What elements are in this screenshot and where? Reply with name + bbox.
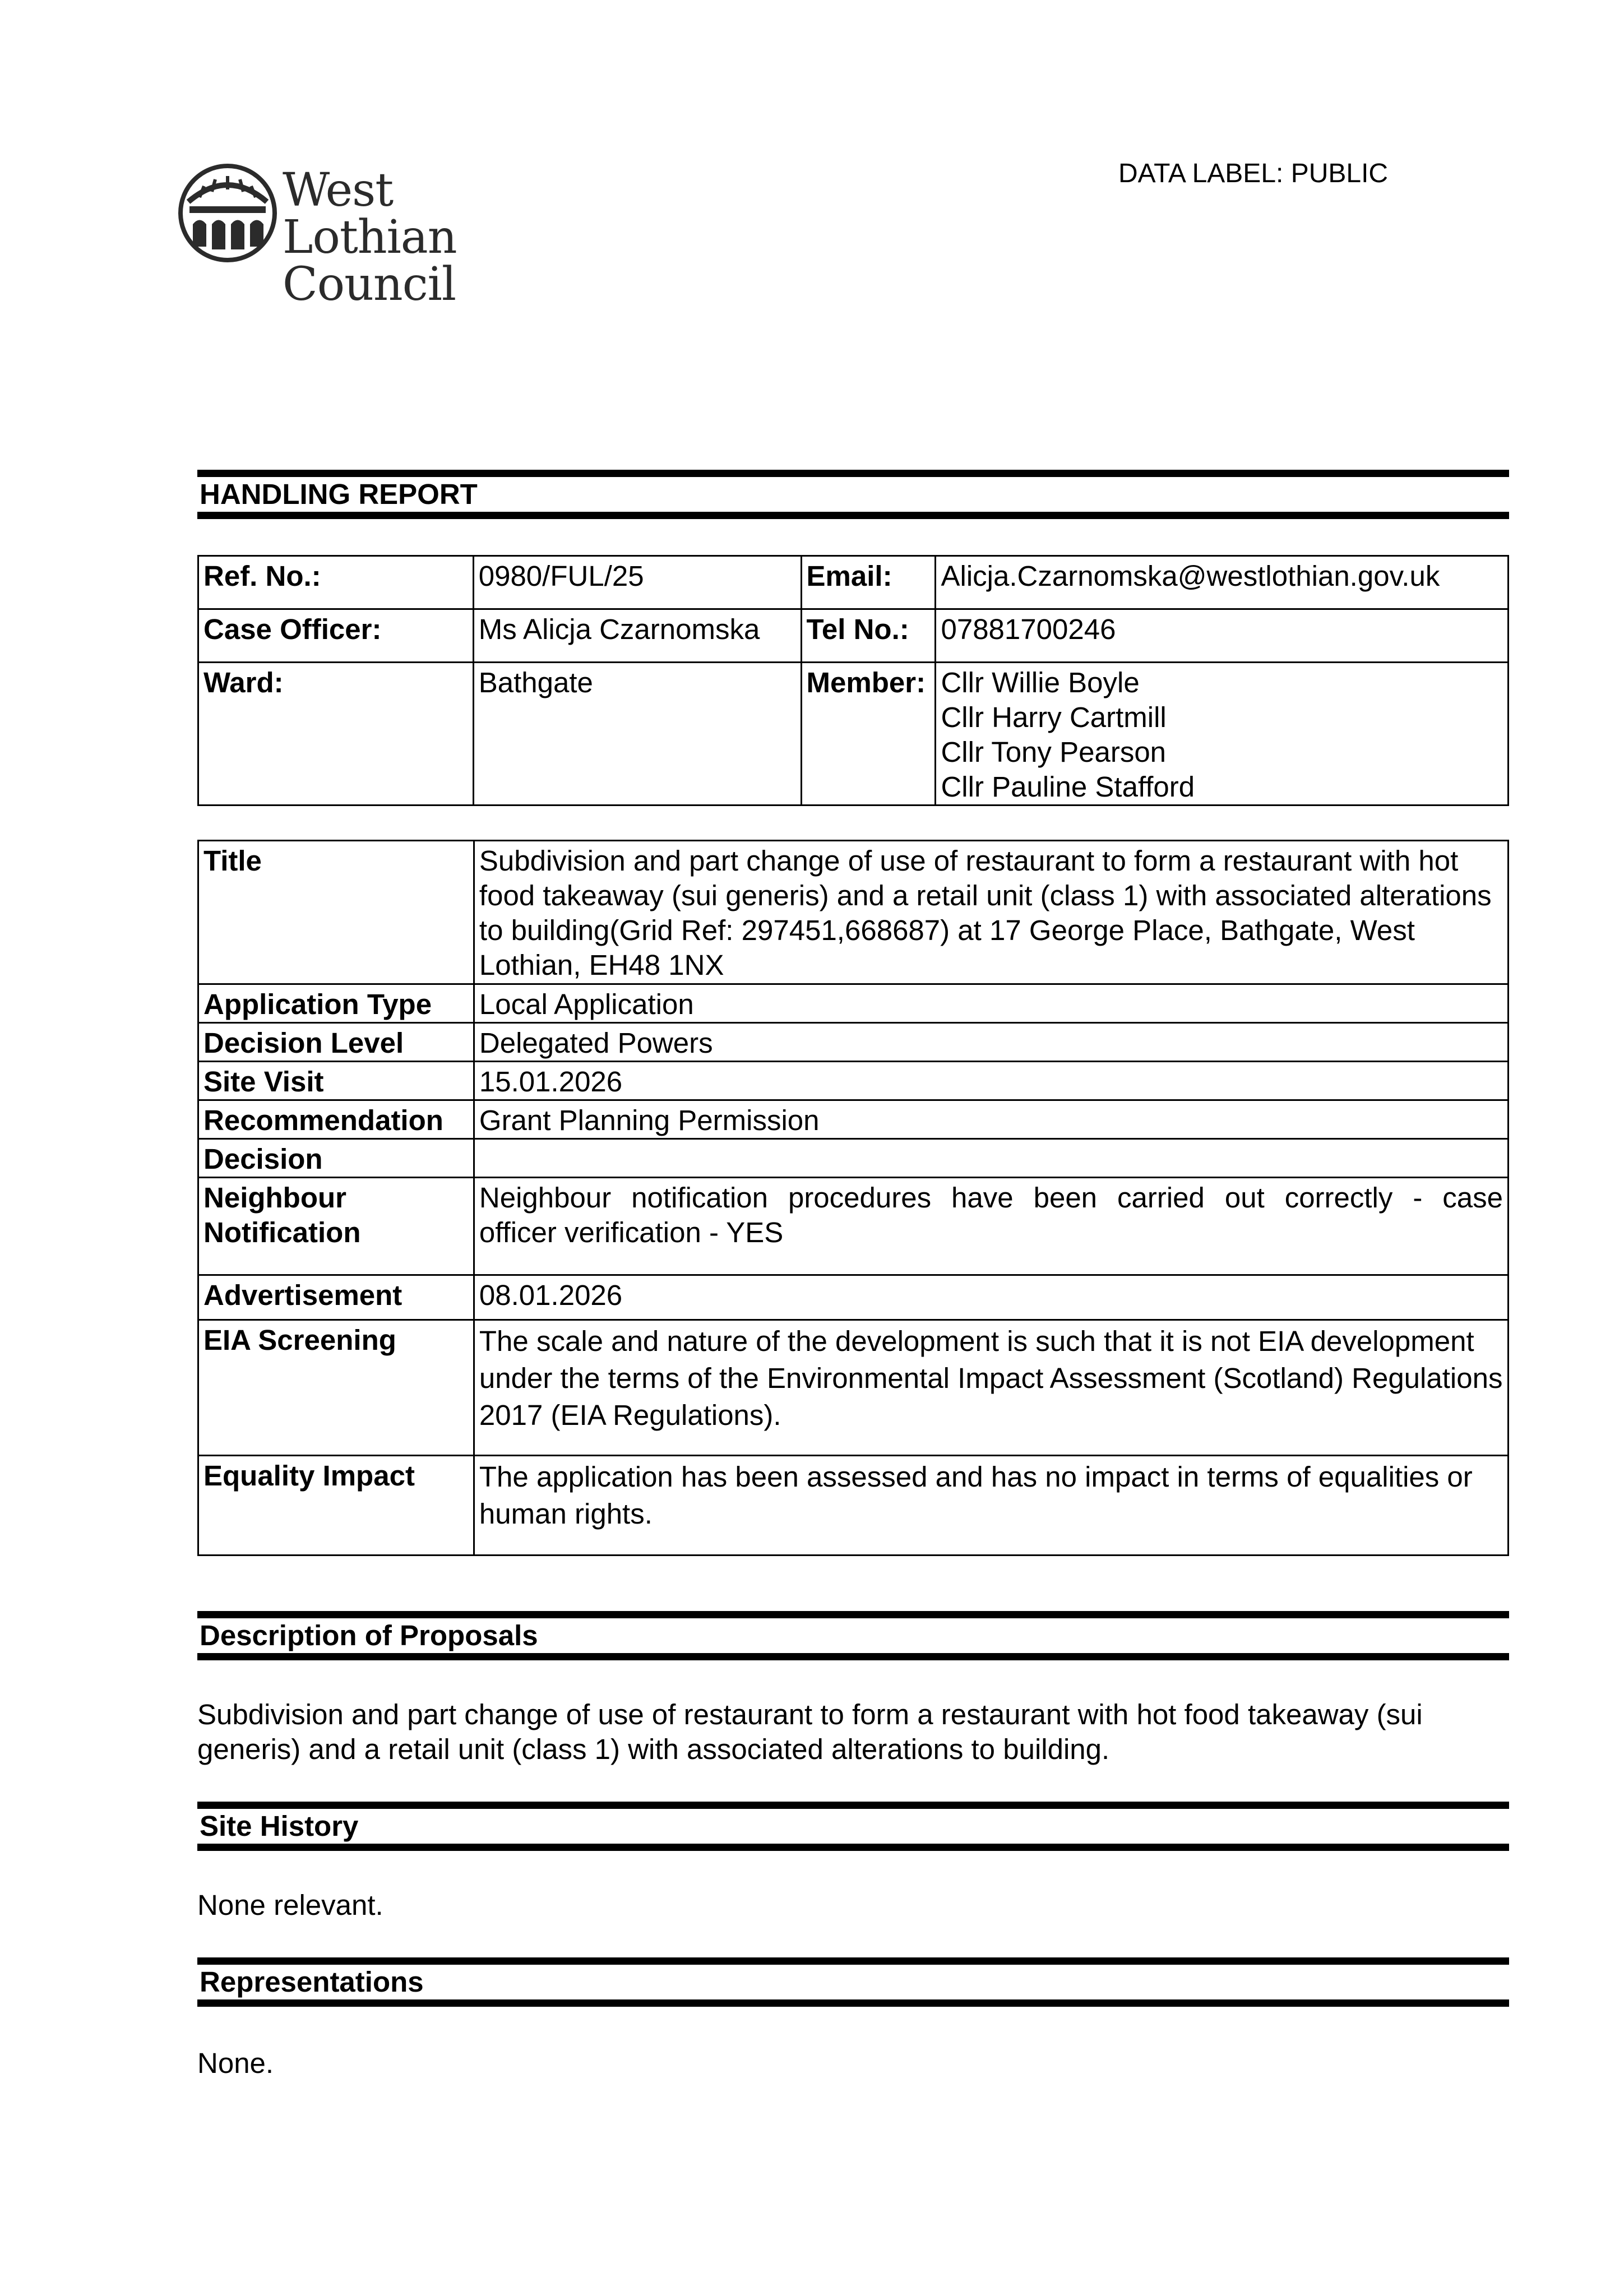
case-officer-value: Ms Alicja Czarnomska	[473, 609, 801, 663]
member-label: Member:	[801, 663, 936, 806]
equality-impact-label: Equality Impact	[198, 1456, 474, 1556]
neighbour-label-line-1: Neighbour	[203, 1182, 346, 1214]
data-label: DATA LABEL: PUBLIC	[1118, 159, 1389, 188]
application-type-label: Application Type	[198, 984, 474, 1023]
ward-value: Bathgate	[473, 663, 801, 806]
member-item: Cllr Harry Cartmill	[941, 701, 1167, 733]
title-label: Title	[198, 841, 474, 984]
description-title: Description of Proposals	[200, 1619, 538, 1651]
members-list	[936, 663, 1509, 806]
neighbour-value-line-2: officer verification - YES	[479, 1216, 784, 1248]
table-row	[198, 1100, 1509, 1139]
decision-level-value: Delegated Powers	[474, 1023, 1508, 1062]
viaduct-emblem-icon	[177, 163, 278, 263]
decision-value	[474, 1139, 1508, 1178]
site-visit-value: 15.01.2026	[474, 1062, 1508, 1100]
table-row	[198, 841, 1509, 984]
member-item: Cllr Tony Pearson	[941, 736, 1167, 768]
member-item: Cllr Pauline Stafford	[941, 771, 1195, 803]
neighbour-notification-label	[198, 1178, 474, 1275]
site-visit-label: Site Visit	[198, 1062, 474, 1100]
equality-impact-value: The application has been assessed and has no impact in terms of equalities or human rights.	[474, 1456, 1508, 1556]
representations-title: Representations	[200, 1966, 424, 1998]
table-row	[198, 609, 1509, 663]
table-row	[198, 1320, 1509, 1456]
case-info-table	[197, 555, 1509, 806]
neighbour-label-line-2: Notification	[203, 1216, 361, 1248]
table-row	[198, 556, 1509, 609]
recommendation-label: Recommendation	[198, 1100, 474, 1139]
logo-text	[283, 164, 558, 311]
ward-label: Ward:	[198, 663, 474, 806]
handling-report-title: HANDLING REPORT	[200, 478, 478, 510]
council-logo	[177, 163, 558, 311]
handling-report-heading	[197, 470, 1509, 519]
logo-text-line-2: Council	[283, 258, 456, 311]
email-label: Email:	[801, 556, 936, 609]
table-row	[198, 984, 1509, 1023]
table-row	[198, 1178, 1509, 1275]
table-row	[198, 1139, 1509, 1178]
tel-label: Tel No.:	[801, 609, 936, 663]
case-officer-label: Case Officer:	[198, 609, 474, 663]
description-text: Subdivision and part change of use of restaurant to form a restaurant with hot food takeaway (sui generis) and a retail unit (class 1) with associated alterations to building.	[197, 1698, 1423, 1765]
decision-level-label: Decision Level	[198, 1023, 474, 1062]
advertisement-label: Advertisement	[198, 1275, 474, 1320]
eia-screening-label: EIA Screening	[198, 1320, 474, 1456]
site-history-title: Site History	[200, 1810, 359, 1842]
recommendation-value: Grant Planning Permission	[474, 1100, 1508, 1139]
neighbour-value-line-1: Neighbour notification procedures have been carried out correctly - case	[479, 1182, 1503, 1214]
table-row	[198, 1456, 1509, 1556]
table-row	[198, 1062, 1509, 1100]
ref-value: 0980/FUL/25	[473, 556, 801, 609]
site-history-text: None relevant.	[197, 1889, 383, 1921]
table-row	[198, 663, 1509, 806]
email-value: Alicja.Czarnomska@westlothian.gov.uk	[936, 556, 1509, 609]
application-details-table	[197, 840, 1509, 1556]
title-value: Subdivision and part change of use of restaurant to form a restaurant with hot food takeaway (sui generis) and a retail unit (class 1) with associated alterations to building(Grid Ref: 297451,668687) at 17 George Place, Bathgate, West Lothian, EH48 1NX	[474, 841, 1508, 984]
table-row	[198, 1275, 1509, 1320]
application-type-value: Local Application	[474, 984, 1508, 1023]
neighbour-notification-value	[474, 1178, 1508, 1275]
representations-heading	[197, 1957, 1509, 2007]
eia-screening-value: The scale and nature of the development is such that it is not EIA development under the terms of the Environmental Impact Assessment (Scotland) Regulations 2017 (EIA Regulations).	[474, 1320, 1508, 1456]
ref-label: Ref. No.:	[198, 556, 474, 609]
description-heading	[197, 1611, 1509, 1660]
tel-value: 07881700246	[936, 609, 1509, 663]
advertisement-value: 08.01.2026	[474, 1275, 1508, 1320]
table-row	[198, 1023, 1509, 1062]
representations-text: None.	[197, 2047, 274, 2079]
decision-label: Decision	[198, 1139, 474, 1178]
site-history-heading	[197, 1802, 1509, 1851]
logo-text-line-1: West Lothian	[283, 164, 457, 264]
member-item: Cllr Willie Boyle	[941, 666, 1140, 698]
